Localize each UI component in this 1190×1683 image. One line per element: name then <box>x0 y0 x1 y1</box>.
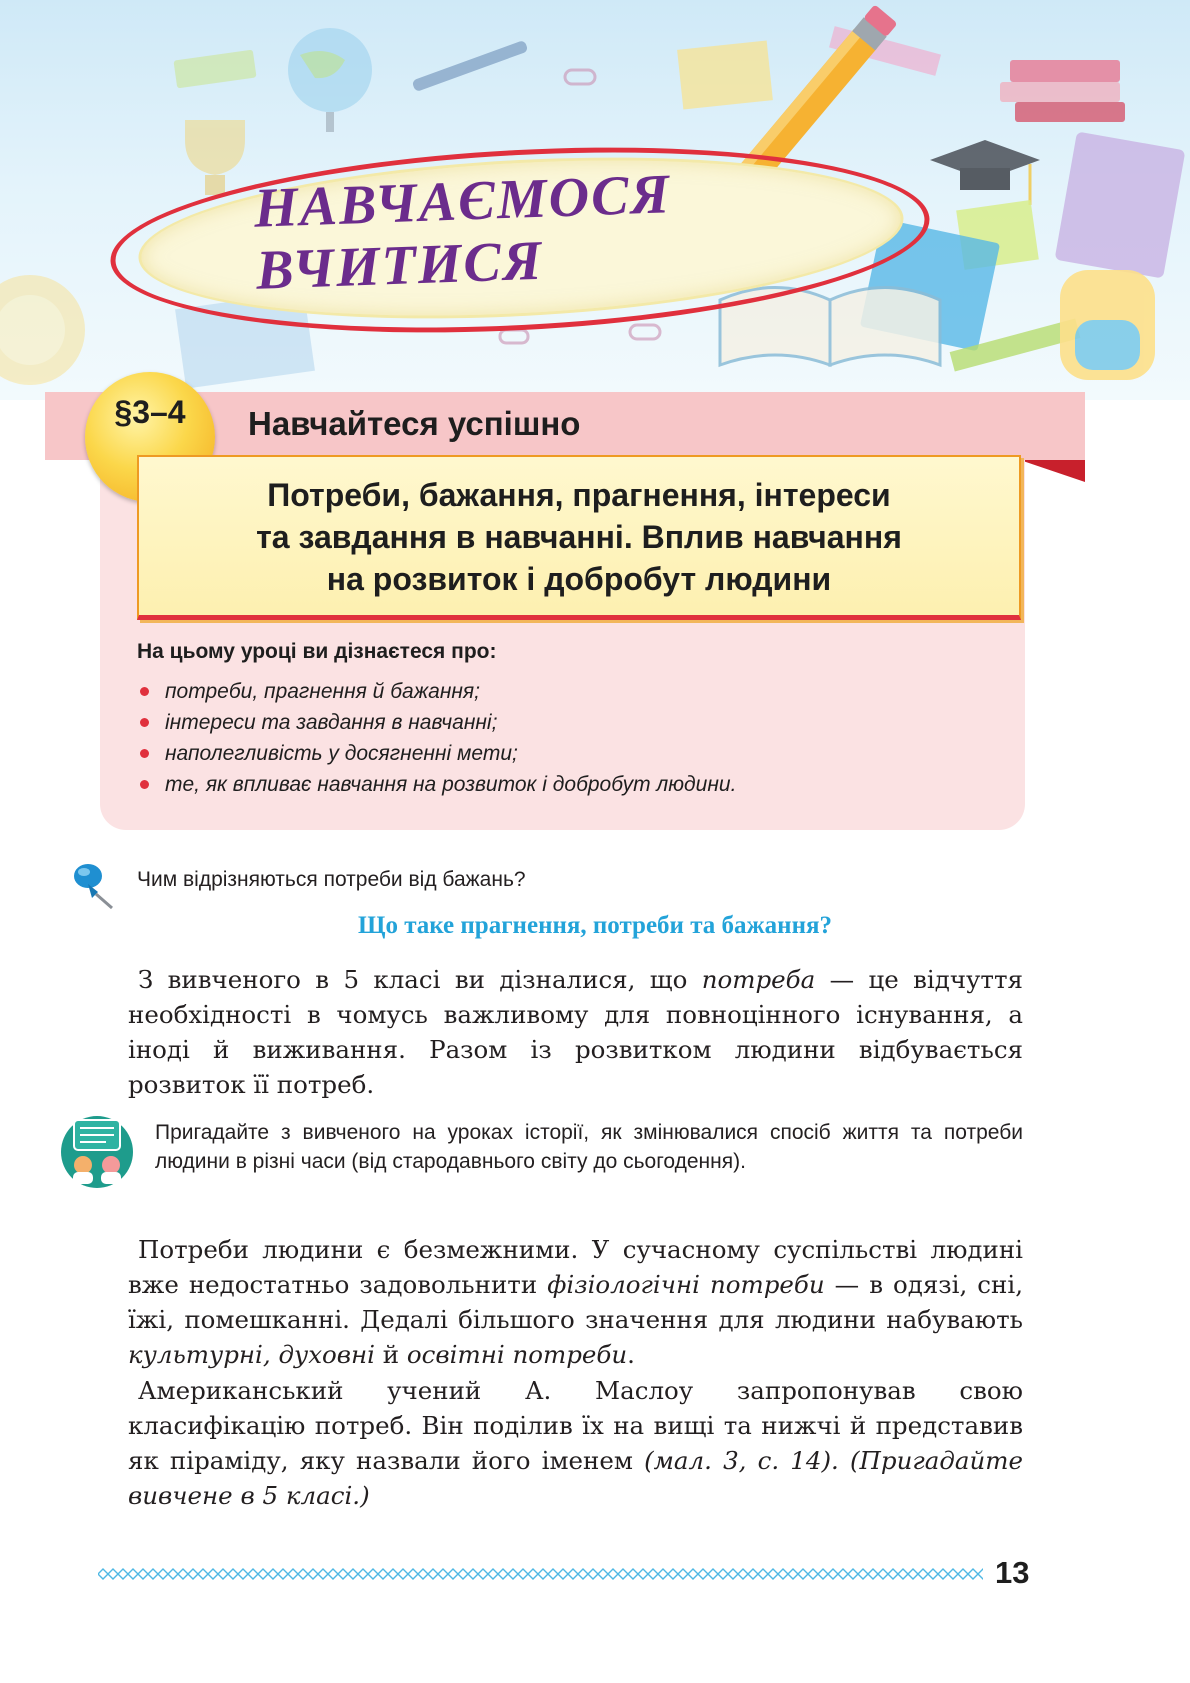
header-banner <box>0 0 1190 400</box>
section-title: Навчайтеся успішно <box>248 405 581 442</box>
topic-line3: на розвиток і добробут людини <box>326 561 832 597</box>
topic-line1: Потреби, бажання, прагнення, інтереси <box>267 477 891 513</box>
bullet-icon <box>140 687 149 696</box>
banner-title-line1: НАВЧАЄМОСЯ <box>253 163 673 240</box>
recall-note: (Пригадайте вивчене в 5 класі.) <box>128 1446 1023 1510</box>
paragraph-2-end: . <box>627 1340 635 1369</box>
term-cultural-spiritual: культурні, духовні <box>128 1340 375 1369</box>
paragraph-3 <box>128 1373 1023 1513</box>
topic-line2: та завдання в навчанні. Вплив навчання <box>256 519 902 555</box>
bullet-icon <box>140 749 149 758</box>
paragraph-2-conjunction: й <box>375 1340 407 1369</box>
books-icon <box>1000 60 1125 122</box>
paragraph-2-text-middle: — в одязі, сні, їжі, помешканні. Дедалі більшого значення для людини набувають <box>128 1270 1023 1334</box>
trophy-icon <box>185 120 245 195</box>
list-item <box>140 676 736 707</box>
bullet-icon <box>140 718 149 727</box>
graduation-cap-icon <box>930 140 1040 205</box>
banner-title <box>253 158 817 301</box>
list-item <box>140 738 736 769</box>
section-bar-fold <box>1020 460 1085 482</box>
page-number: 13 <box>995 1555 1030 1590</box>
paragraph-2 <box>128 1232 1023 1372</box>
term-educational-needs: освітні потреби <box>406 1340 628 1369</box>
recall-prompt: Пригадайте з вивченого на уроках історії, як змінювалися спосіб життя та потреби людини в різні часи (від стародавнього світу до сьогодення). <box>155 1121 1023 1173</box>
lesson-goals-list <box>140 676 736 800</box>
figure-reference: (мал. 3, с. 14). <box>644 1446 839 1475</box>
question-text: Чим відрізняються потреби від бажань? <box>137 868 526 891</box>
lesson-goals-heading: На цьому уроці ви дізнаєтеся про: <box>137 640 497 663</box>
paragraph-1 <box>128 962 1023 1102</box>
term-need: потреба <box>701 965 816 994</box>
list-item-text: те, як впливає навчання на розвиток і добробут людини. <box>165 773 737 796</box>
footer-decorative-line <box>98 1566 983 1582</box>
subheading: Що таке прагнення, потреби та бажання? <box>357 912 833 939</box>
list-item-text: потреби, прагнення й бажання; <box>165 680 480 703</box>
backpack-icon <box>1060 270 1155 380</box>
list-item-text: інтереси та завдання в навчанні; <box>165 711 498 734</box>
list-item <box>140 707 736 738</box>
list-item <box>140 769 736 800</box>
pen-icon <box>412 40 529 92</box>
paragraph-3-text: Американський учений А. Маслоу запропонував свою класифікацію потреб. Він поділив їх на вищі та нижчі й представив як піраміду, яку назвали його іменем <box>128 1376 1023 1475</box>
banner-title-line2: ВЧИТИСЯ <box>255 229 545 302</box>
topic-title <box>137 474 1021 600</box>
sun-icon <box>0 275 85 385</box>
book-icon <box>173 50 256 89</box>
paragraph-badge-label: §3–4 <box>114 394 186 430</box>
paragraph-2-text: Потреби людини є безмежними. У сучасному суспільстві людині вже недостатньо задовольнити <box>128 1235 1023 1299</box>
list-item-text: наполегливість у досягненні мети; <box>165 742 518 765</box>
paragraph-1-text: З вивченого в 5 класі ви дізналися, що <box>138 965 702 994</box>
globe-icon <box>288 28 372 132</box>
pushpin-icon <box>70 860 118 912</box>
recall-speech-icon <box>58 1110 136 1190</box>
paragraph-1-text-end: — це відчуття необхідності в чомусь важливому для повноцінного існування, а іноді й виживання. Разом із розвитком людини відбувається розвиток її потреб. <box>128 965 1023 1099</box>
bullet-icon <box>140 780 149 789</box>
term-physiological-needs: фізіологічні потреби <box>547 1270 825 1299</box>
